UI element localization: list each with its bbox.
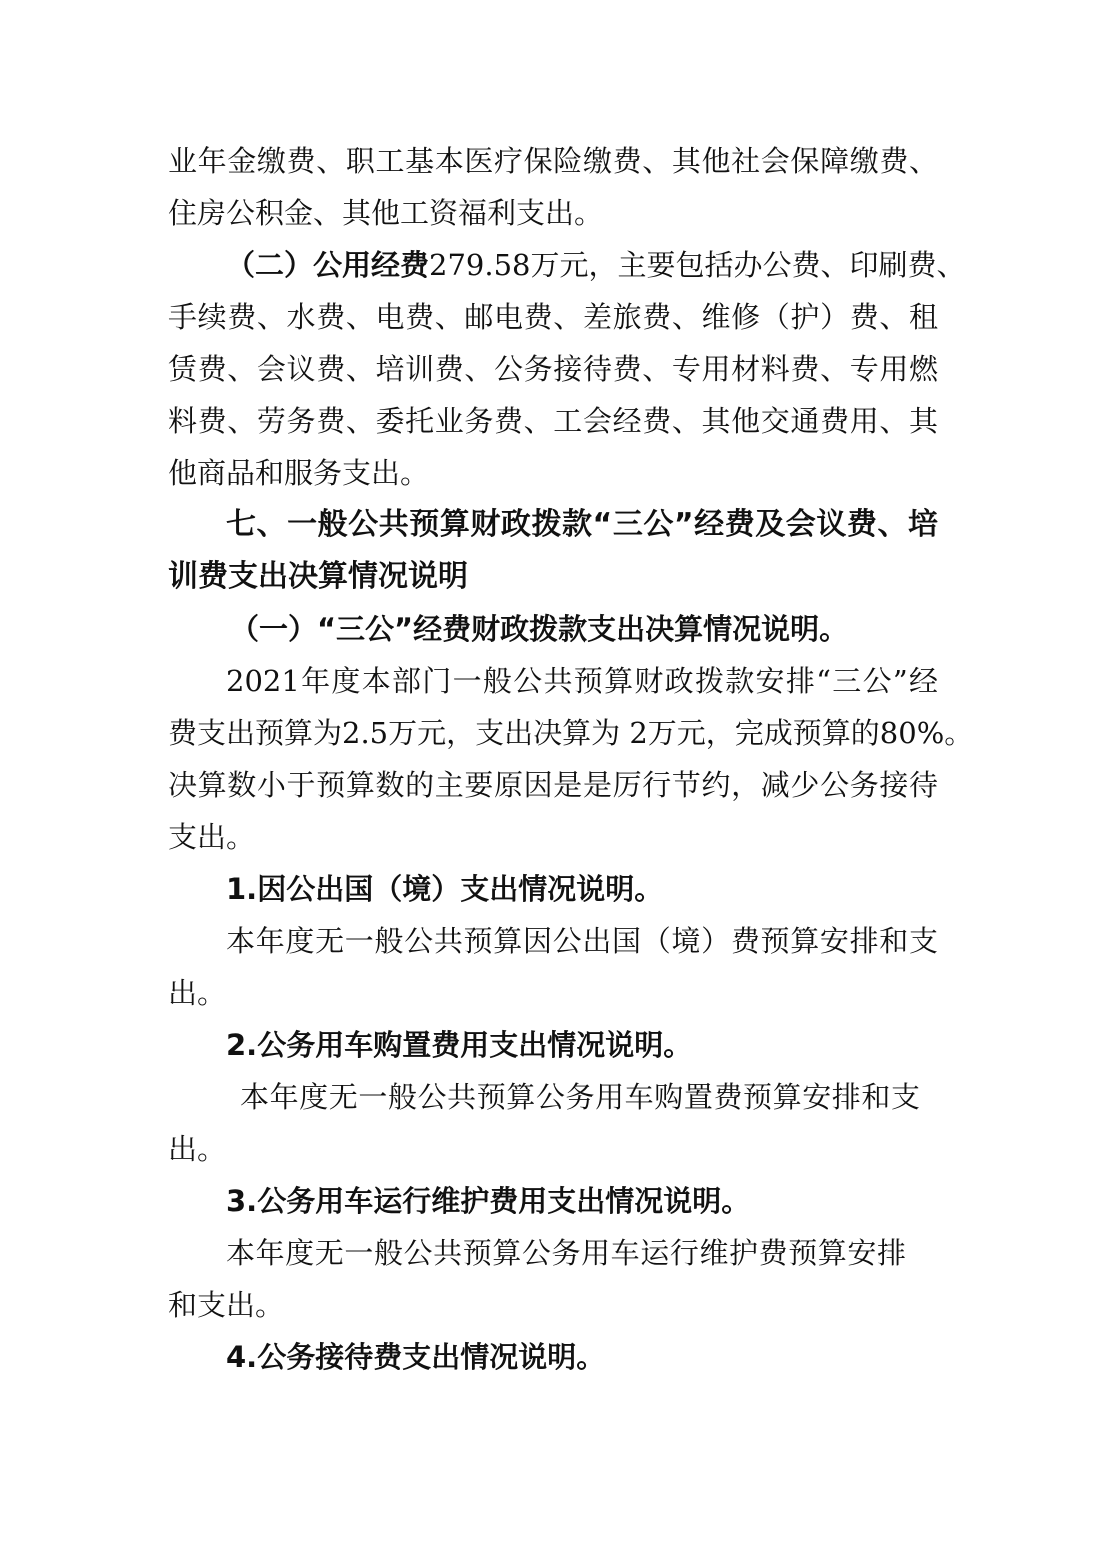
section-heading: 七、一般公共预算财政拨款“三公”经费及会议费、培 (226, 507, 938, 542)
paragraph-line: 本年度无一般公共预算公务用车运行维护费预算安排 (226, 1236, 906, 1270)
paragraph-line: 决算数小于预算数的主要原因是是厉行节约，减少公务接待 (168, 768, 938, 802)
item-heading: 3.公务用车运行维护费用支出情况说明。 (226, 1184, 751, 1218)
document-body (168, 135, 974, 1383)
subsection-heading: （一）“三公”经费财政拨款支出决算情况说明。 (230, 612, 849, 646)
paragraph-line: 他商品和服务支出。 (168, 456, 430, 490)
item-heading: 1.因公出国（境）支出情况说明。 (226, 872, 664, 906)
public-funds-text: 279.58万元，主要包括办公费、印刷费、 (429, 248, 966, 282)
paragraph-line: 支出。 (168, 820, 256, 854)
paragraph-line: 费支出预算为2.5万元，支出决算为 2万元，完成预算的80%。 (168, 716, 974, 750)
paragraph-line (168, 239, 966, 291)
paragraph-line: 和支出。 (168, 1288, 285, 1322)
paragraph-line: 业年金缴费、职工基本医疗保险缴费、其他社会保障缴费、 (168, 144, 938, 178)
item-heading: 2.公务用车购置费用支出情况说明。 (226, 1028, 693, 1062)
paragraph-line: 手续费、水费、电费、邮电费、差旅费、维修（护）费、租 (168, 300, 938, 334)
section-heading: 训费支出决算情况说明 (168, 559, 468, 594)
paragraph-line: 本年度无一般公共预算公务用车购置费预算安排和支 (240, 1080, 920, 1114)
paragraph-line: 本年度无一般公共预算因公出国（境）费预算安排和支 (226, 924, 938, 958)
paragraph-line: 赁费、会议费、培训费、公务接待费、专用材料费、专用燃 (168, 352, 938, 386)
paragraph-line: 住房公积金、其他工资福利支出。 (168, 196, 604, 230)
paragraph-line: 料费、劳务费、委托业务费、工会经费、其他交通费用、其 (168, 404, 938, 438)
paragraph-line: 出。 (168, 976, 227, 1010)
item-heading: 4.公务接待费支出情况说明。 (226, 1340, 606, 1374)
paragraph-line: 出。 (168, 1132, 227, 1166)
public-funds-label: （二）公用经费 (226, 248, 430, 282)
paragraph-line: 2021年度本部门一般公共预算财政拨款安排“三公”经 (226, 664, 938, 698)
